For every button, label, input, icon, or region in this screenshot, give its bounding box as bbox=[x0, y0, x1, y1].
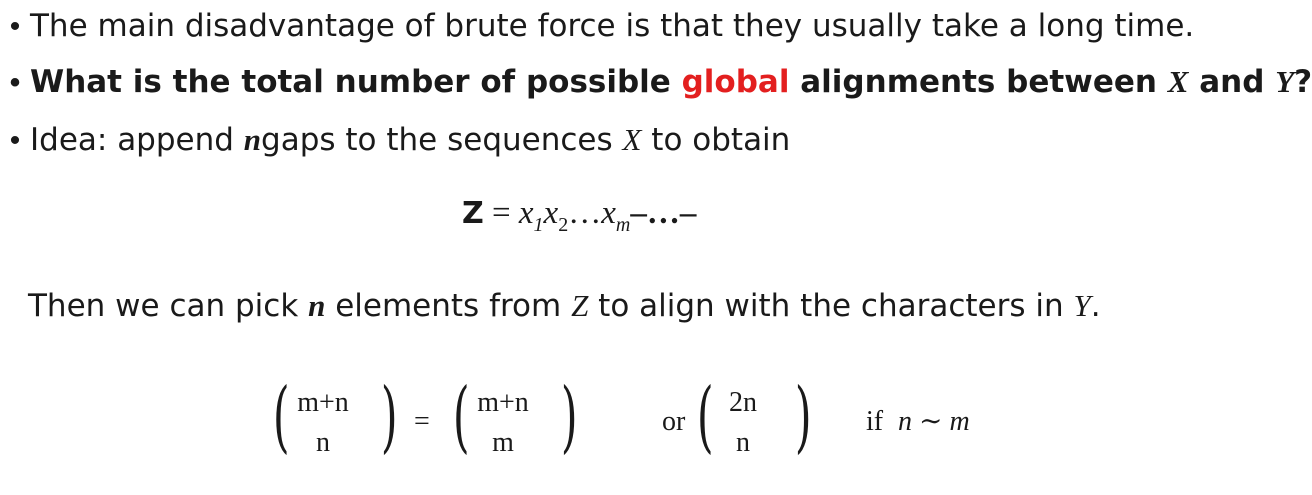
binomial-bottom: n bbox=[316, 427, 330, 458]
question-pre: What is the total number of possible bbox=[30, 64, 682, 100]
equals-sign: = bbox=[414, 406, 430, 437]
var-y: Y bbox=[1275, 64, 1295, 99]
idea-end: to obtain bbox=[641, 122, 791, 158]
question-mid: alignments between bbox=[789, 64, 1168, 100]
left-paren: ( bbox=[696, 372, 714, 462]
bullet-question bbox=[0, 62, 1312, 103]
z-lhs: Z bbox=[462, 196, 484, 231]
z-equation bbox=[462, 190, 696, 247]
question-highlight: global bbox=[681, 64, 790, 100]
var-y: Y bbox=[1073, 288, 1091, 323]
right-paren: ) bbox=[560, 372, 578, 462]
var-x: X bbox=[622, 122, 642, 157]
condition-expr: n ∼ m bbox=[898, 406, 970, 437]
var-n: n bbox=[308, 288, 326, 323]
binomial-top: 2n bbox=[729, 387, 757, 418]
z-xm: x bbox=[601, 195, 616, 231]
z-subm: m bbox=[615, 214, 631, 236]
bullet-idea bbox=[0, 120, 790, 161]
bullet-dot-icon: • bbox=[9, 10, 21, 43]
question-and: and bbox=[1188, 64, 1276, 100]
bullet-dot-icon: • bbox=[9, 66, 21, 99]
z-eq: = bbox=[483, 195, 519, 231]
or-word: or bbox=[662, 406, 686, 437]
then-pre: Then we can pick bbox=[28, 288, 309, 324]
binomial-top: m+n bbox=[297, 387, 349, 418]
then-line bbox=[28, 286, 1101, 326]
then-mid: elements from bbox=[325, 288, 572, 324]
bullet-text: The main disadvantage of brute force is that they usually take a long time. bbox=[30, 8, 1195, 44]
z-sub2: 2 bbox=[558, 214, 569, 236]
condition-if: if bbox=[866, 406, 884, 437]
z-x2: x bbox=[543, 195, 559, 231]
var-z: Z bbox=[571, 288, 589, 323]
var-n: n bbox=[243, 122, 262, 157]
idea-mid: gaps to the sequences bbox=[261, 122, 623, 158]
right-paren: ) bbox=[794, 372, 812, 462]
question-end: ? bbox=[1294, 64, 1312, 100]
left-paren: ( bbox=[272, 372, 290, 462]
right-paren: ) bbox=[380, 372, 398, 462]
binomial-top: m+n bbox=[477, 387, 529, 418]
idea-pre: Idea: append bbox=[30, 122, 244, 158]
z-x1: x bbox=[518, 195, 534, 231]
left-paren: ( bbox=[452, 372, 470, 462]
bullet-dot-icon: • bbox=[9, 124, 21, 157]
bullet-disadvantage bbox=[0, 6, 1194, 47]
var-x: X bbox=[1167, 64, 1189, 99]
binomial-bottom: n bbox=[736, 427, 750, 458]
binomial-bottom: m bbox=[492, 427, 514, 458]
then-mid2: to align with the characters in bbox=[588, 288, 1074, 324]
z-tail: –…– bbox=[630, 195, 697, 231]
then-end: . bbox=[1090, 288, 1101, 324]
z-dots: … bbox=[568, 195, 602, 231]
z-sub1: 1 bbox=[533, 214, 544, 236]
